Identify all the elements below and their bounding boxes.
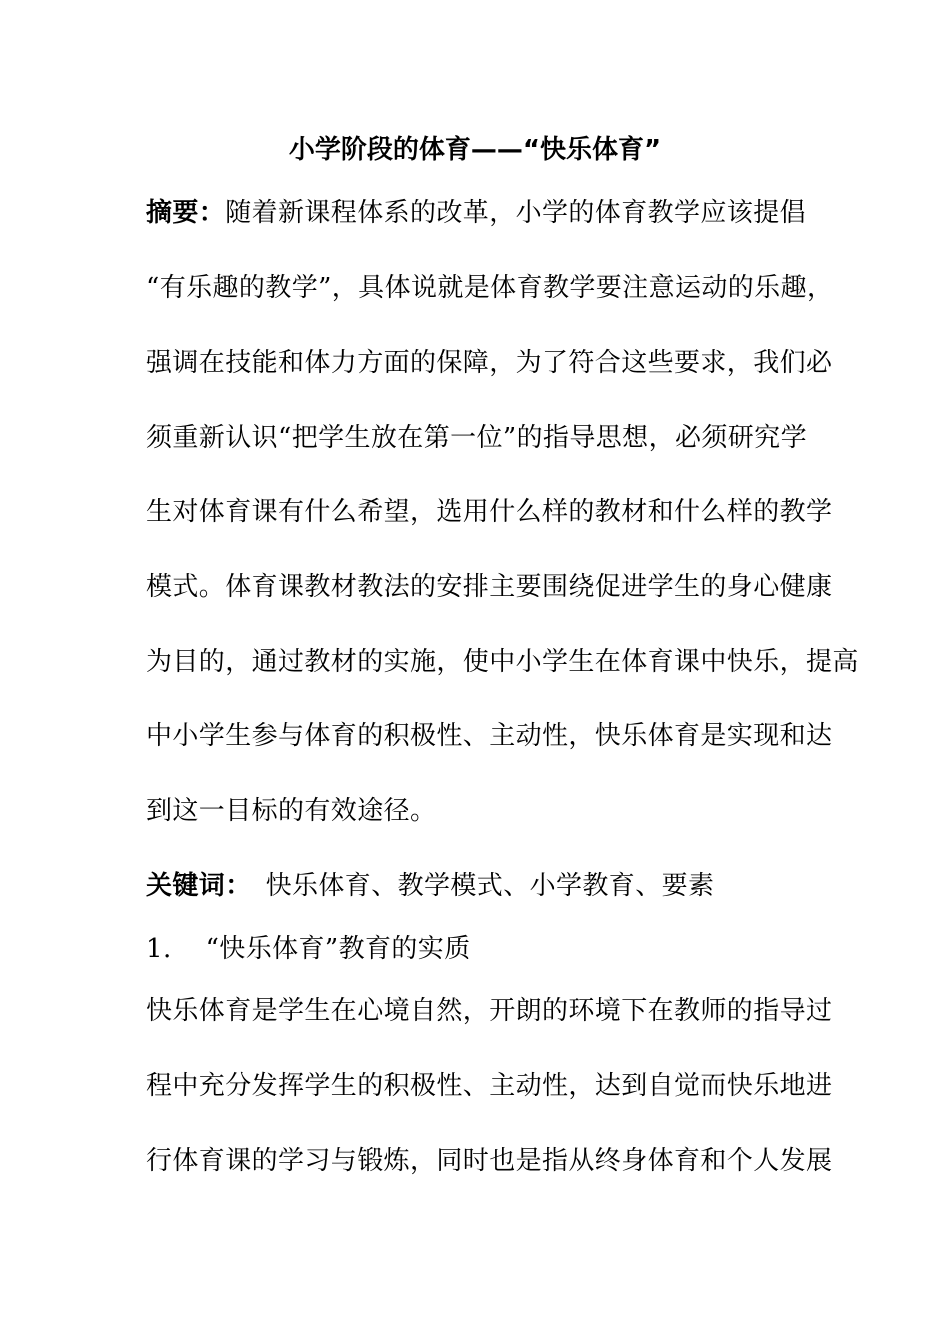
- body-line: 程中充分发挥学生的积极性、主动性，达到自觉而快乐地进: [146, 1071, 833, 1101]
- abstract-label: 摘要：: [146, 198, 226, 228]
- keywords-text: 快乐体育、教学模式、小学教育、要素: [265, 871, 715, 901]
- keywords-label: 关键词：: [146, 871, 252, 901]
- keywords-line: [146, 868, 714, 904]
- abstract-line: 为目的，通过教材的实施，使中小学生在体育课中快乐，提高: [146, 647, 859, 677]
- section-title: “快乐体育”教育的实质: [205, 934, 471, 964]
- abstract-line: 生对体育课有什么希望，选用什么样的教材和什么样的教学: [146, 497, 833, 527]
- abstract-text: 随着新课程体系的改革，小学的体育教学应该提倡: [225, 198, 807, 228]
- body-line: 快乐体育是学生在心境自然，开朗的环境下在教师的指导过: [146, 996, 833, 1026]
- document-title: 小学阶段的体育——“快乐体育”: [288, 135, 662, 165]
- abstract-line: “有乐趣的教学”，具体说就是体育教学要注意运动的乐趣，: [146, 273, 834, 303]
- section-number: 1.: [146, 934, 172, 964]
- abstract-line: 强调在技能和体力方面的保障，为了符合这些要求，我们必: [146, 348, 833, 378]
- body-line: 行体育课的学习与锻炼，同时也是指从终身体育和个人发展: [146, 1146, 833, 1176]
- abstract-line: 到这一目标的有效途径。: [146, 796, 437, 826]
- section-heading: [146, 931, 471, 967]
- abstract-line: 中小学生参与体育的积极性、主动性，快乐体育是实现和达: [146, 721, 833, 751]
- abstract-line: 须重新认识“把学生放在第一位”的指导思想，必须研究学: [146, 423, 807, 453]
- abstract-line: [146, 195, 806, 231]
- abstract-line: 模式。体育课教材教法的安排主要围绕促进学生的身心健康: [146, 572, 833, 602]
